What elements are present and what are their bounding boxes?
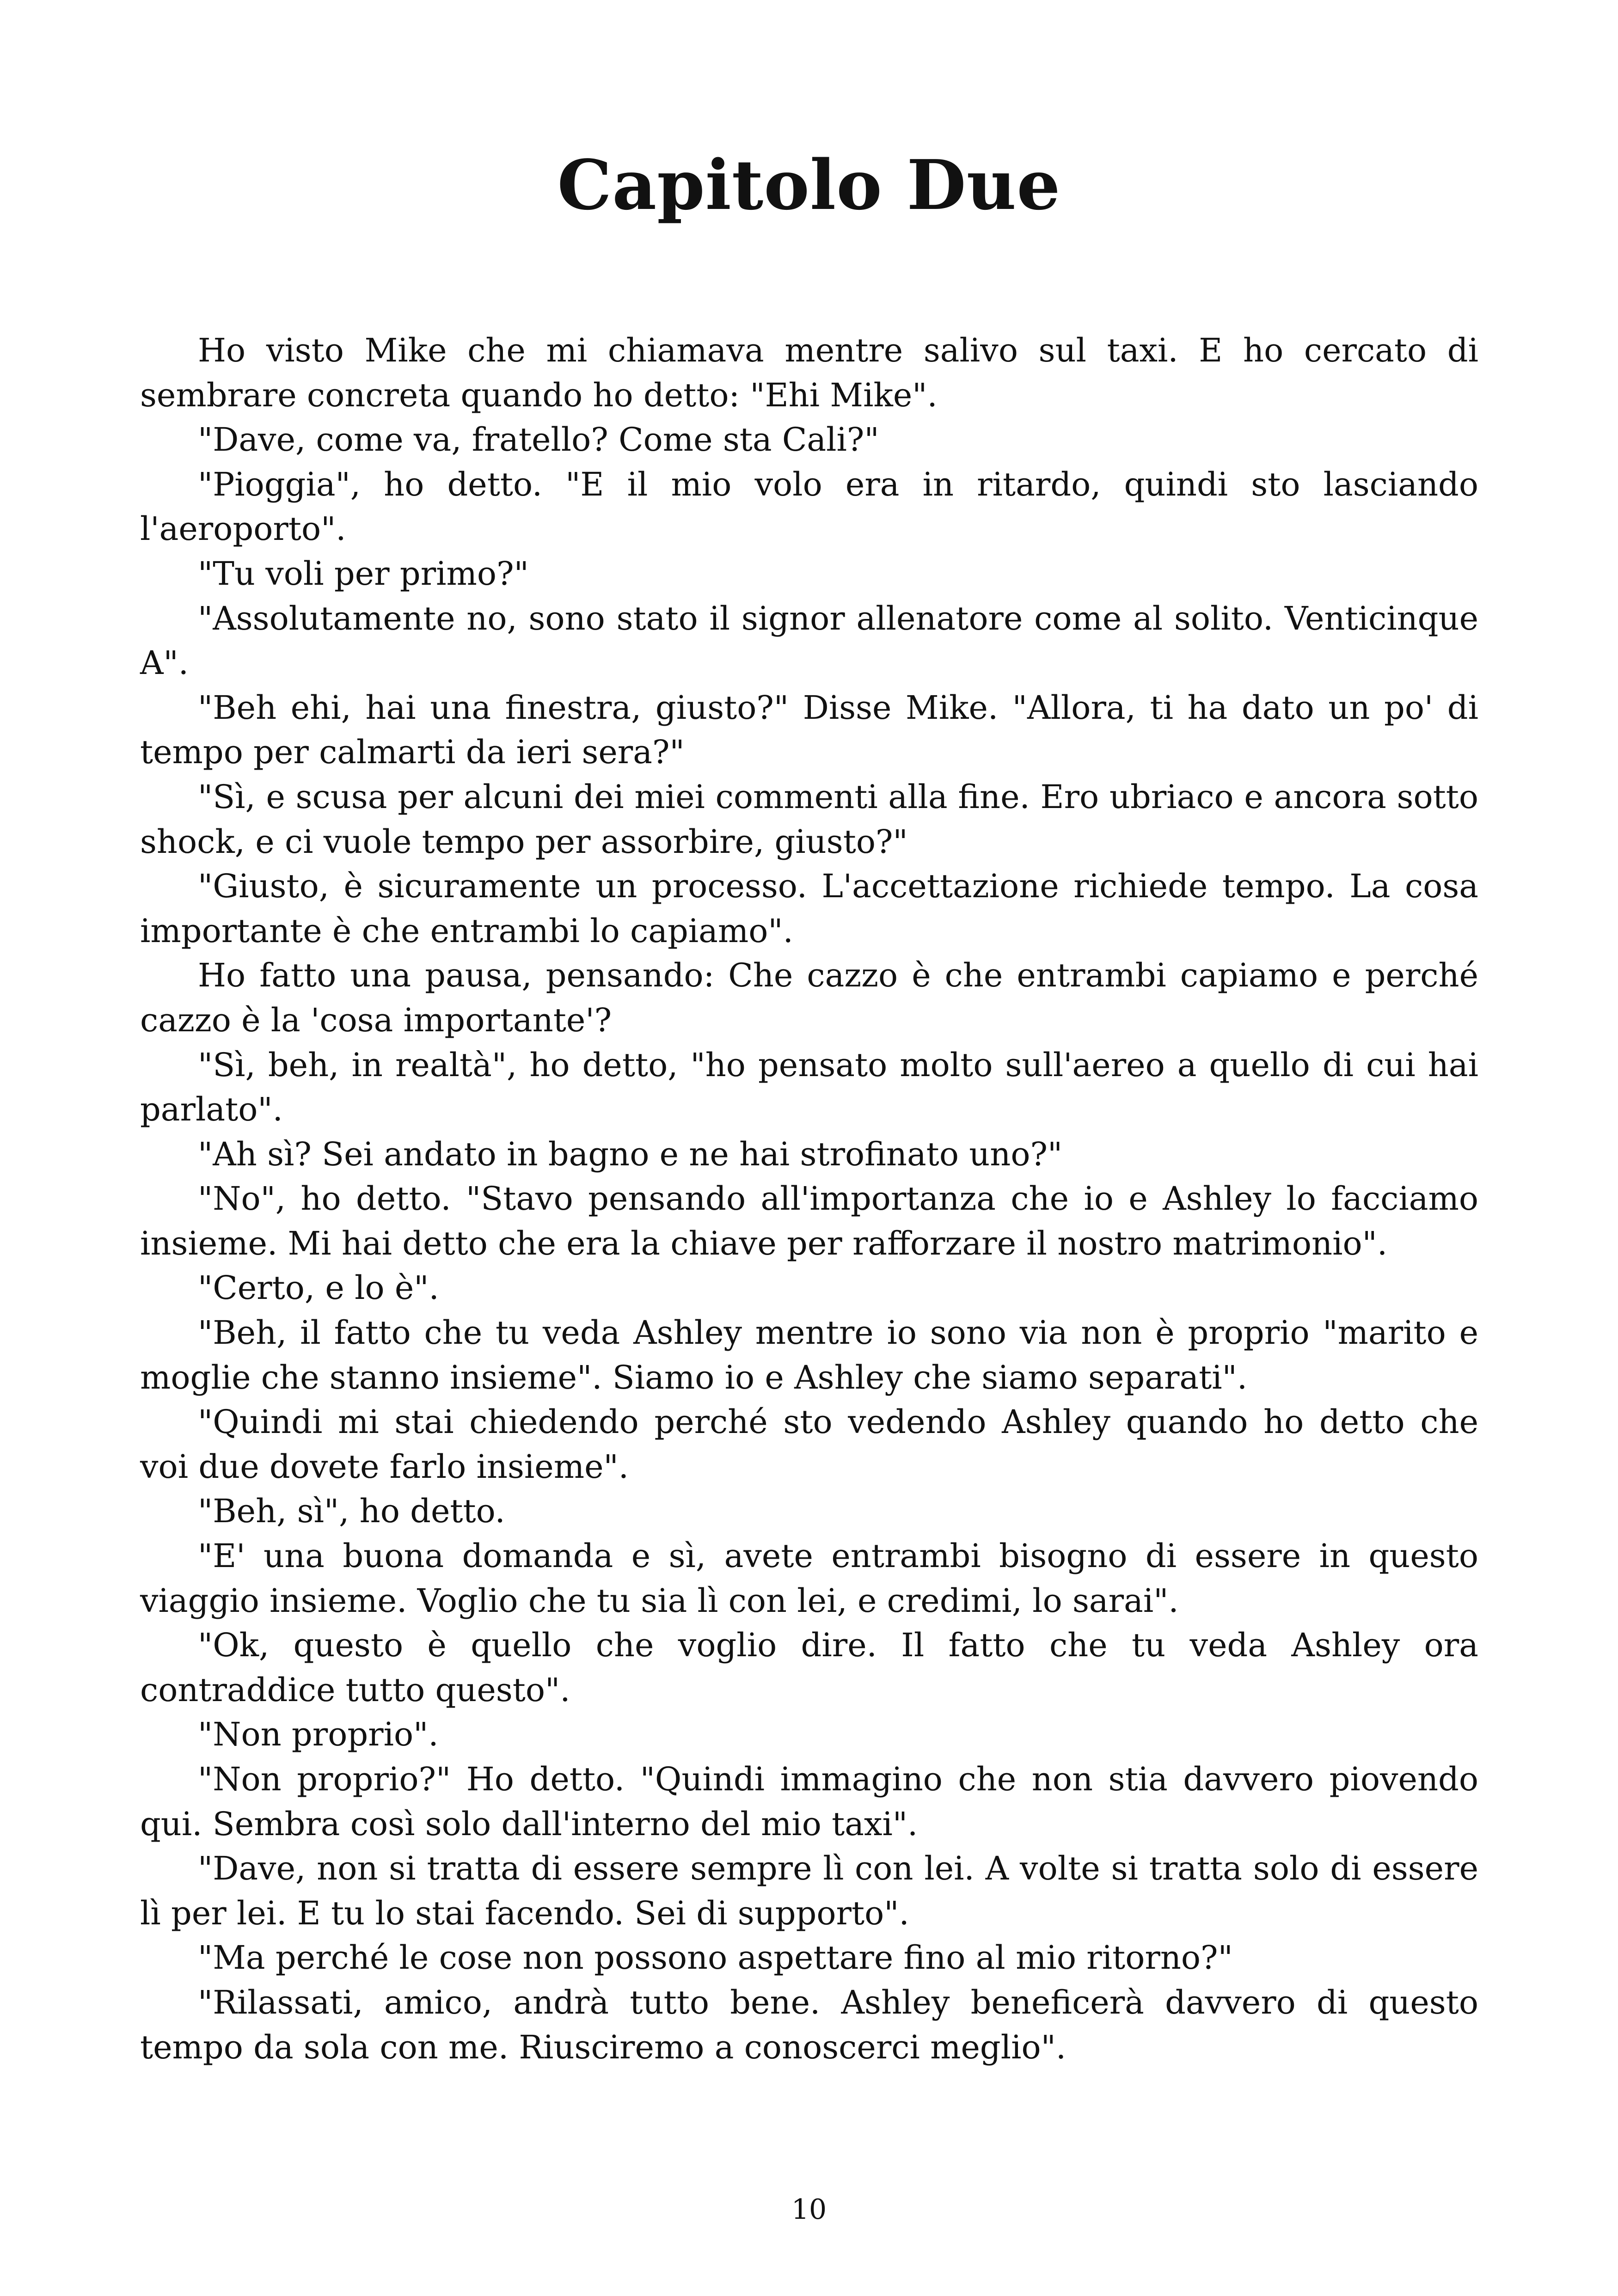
paragraph: "Beh, sì", ho detto.: [198, 1492, 505, 1531]
paragraph: "Tu voli per primo?": [198, 554, 529, 593]
paragraph: "Ah sì? Sei andato in bagno e ne hai strofinato uno?": [198, 1135, 1063, 1173]
paragraph: "Certo, e lo è".: [198, 1269, 439, 1307]
chapter-title: Capitolo Due: [557, 145, 1061, 225]
paragraph: "Rilassati, amico, andrà tutto bene. Ashley beneficerà davvero di questo tempo da sola con me. Riusciremo a conoscerci meglio".: [140, 1983, 1478, 2066]
paragraph: "Ma perché le cose non possono aspettare fino al mio ritorno?": [198, 1939, 1233, 1977]
paragraph: "Assolutamente no, sono stato il signor allenatore come al solito. Venticinque A".: [140, 599, 1478, 682]
paragraph: "Non proprio?" Ho detto. "Quindi immagino che non stia davvero piovendo qui. Sembra così solo dall'interno del mio taxi".: [140, 1760, 1478, 1843]
paragraph: "Sì, e scusa per alcuni dei miei commenti alla fine. Ero ubriaco e ancora sotto shock, e ci vuole tempo per assorbire, giusto?": [140, 778, 1478, 861]
paragraph: "Beh, il fatto che tu veda Ashley mentre io sono via non è proprio "marito e moglie che stanno insieme". Siamo io e Ashley che siamo separati".: [140, 1314, 1478, 1396]
paragraph: "Quindi mi stai chiedendo perché sto vedendo Ashley quando ho detto che voi due dovete farlo insieme".: [140, 1403, 1478, 1486]
paragraph: "Pioggia", ho detto. "E il mio volo era in ritardo, quindi sto lasciando l'aeroporto".: [140, 465, 1478, 548]
paragraph: "Ok, questo è quello che voglio dire. Il fatto che tu veda Ashley ora contraddice tutto questo".: [140, 1626, 1478, 1709]
paragraph: "Beh ehi, hai una finestra, giusto?" Disse Mike. "Allora, ti ha dato un po' di tempo per calmarti da ieri sera?": [140, 688, 1478, 771]
paragraph: "Dave, come va, fratello? Come sta Cali?": [198, 421, 879, 459]
paragraph: "No", ho detto. "Stavo pensando all'importanza che io e Ashley lo facciamo insieme. Mi hai detto che era la chiave per rafforzare il nostro matrimonio".: [140, 1180, 1478, 1262]
paragraph: Ho fatto una pausa, pensando: Che cazzo è che entrambi capiamo e perché cazzo è la 'cosa importante'?: [140, 956, 1478, 1039]
paragraph: "E' una buona domanda e sì, avete entrambi bisogno di essere in questo viaggio insieme. Voglio che tu sia lì con lei, e credimi, lo sarai".: [140, 1537, 1478, 1620]
paragraph: Ho visto Mike che mi chiamava mentre salivo sul taxi. E ho cercato di sembrare concreta quando ho detto: "Ehi Mike".: [140, 331, 1478, 414]
page-number: 10: [791, 2193, 827, 2226]
paragraph: "Non proprio".: [198, 1715, 439, 1754]
paragraph: "Dave, non si tratta di essere sempre lì con lei. A volte si tratta solo di essere lì per lei. E tu lo stai facendo. Sei di supporto".: [140, 1849, 1478, 1932]
paragraph: "Sì, beh, in realtà", ho detto, "ho pensato molto sull'aereo a quello di cui hai parlato".: [140, 1046, 1478, 1129]
paragraph: "Giusto, è sicuramente un processo. L'accettazione richiede tempo. La cosa importante è che entrambi lo capiamo".: [140, 867, 1478, 950]
chapter-body: [140, 328, 1478, 2069]
